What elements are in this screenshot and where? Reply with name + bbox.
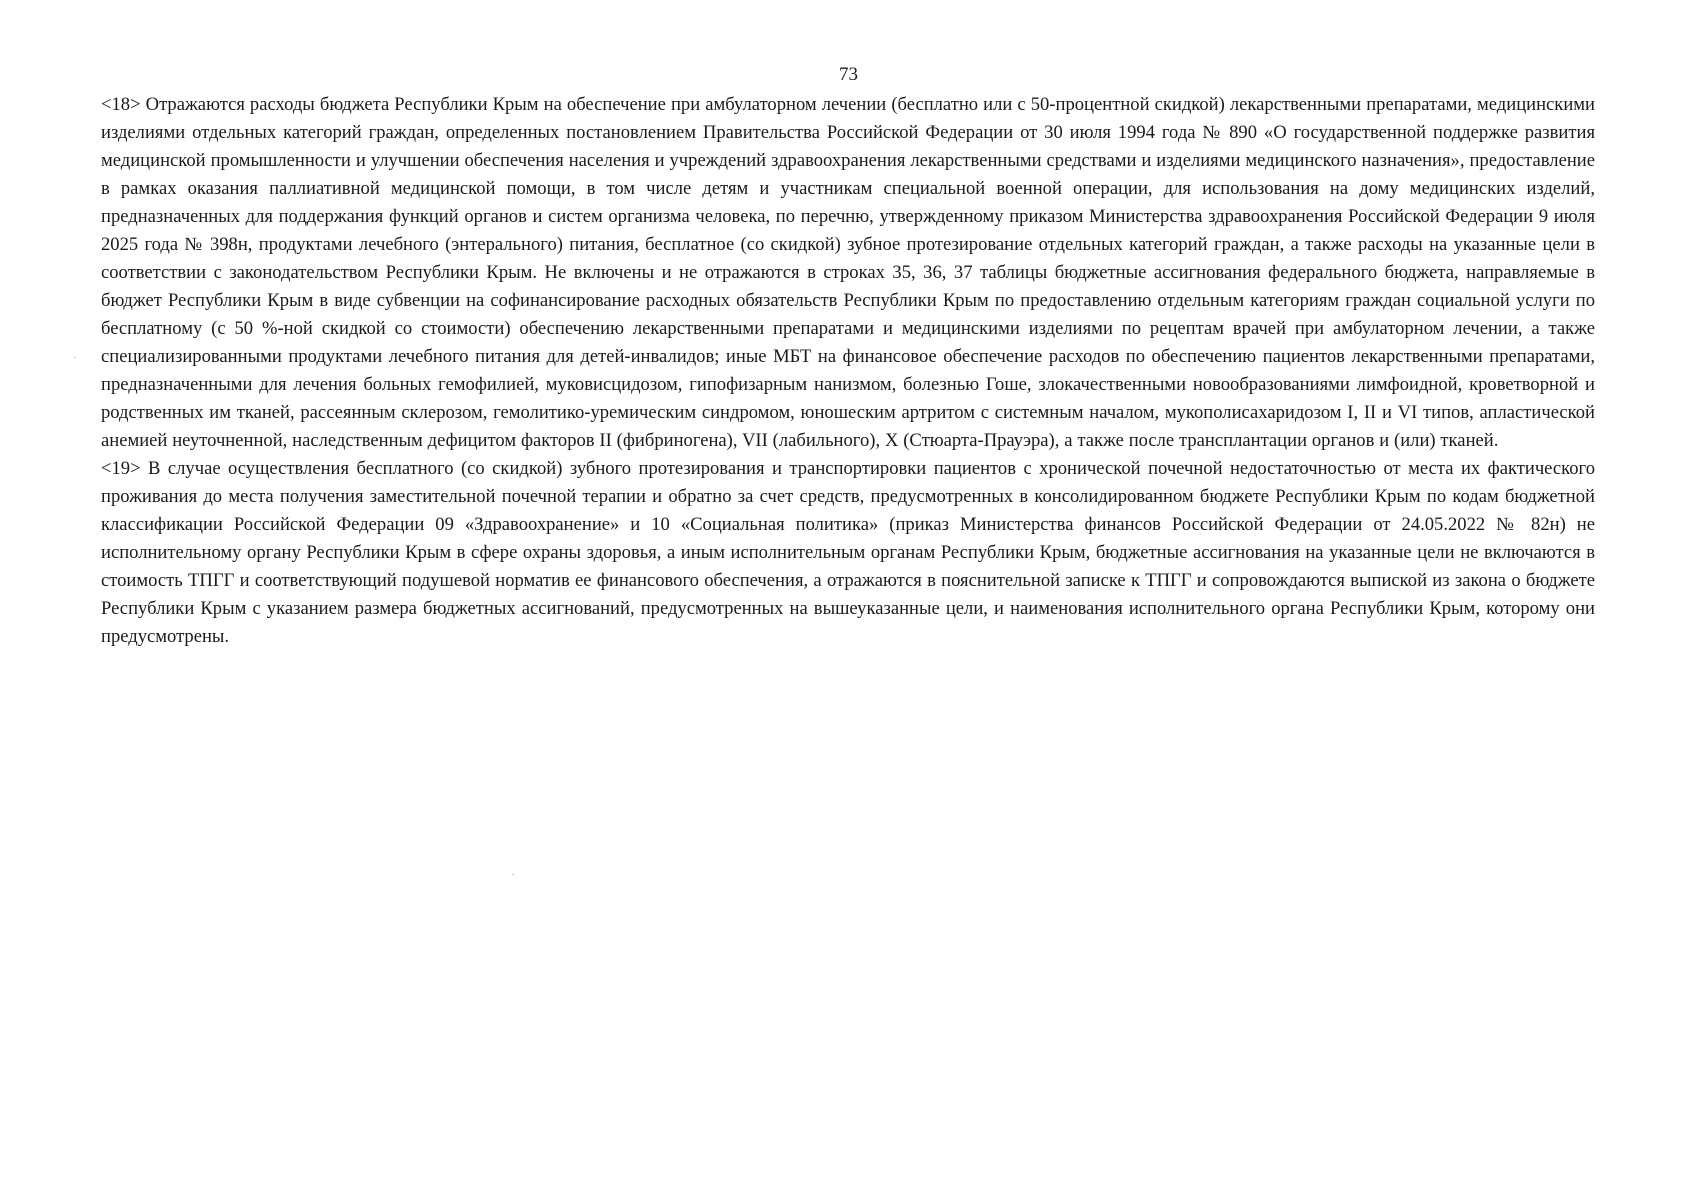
footnotes-block <box>101 91 1595 651</box>
scan-artifact-dot <box>74 357 76 358</box>
footnote-18: <18> Отражаются расходы бюджета Республики Крым на обеспечение при амбулаторном лечении (бесплатно или с 50-процентной скидкой) лекарственными препаратами, медицинскими изделиями отдельных категорий граждан, определенных постановлением Правительства Российской Федерации от 30 июля 1994 года № 890 «О государственной поддержке развития медицинской промышленности и улучшении обеспечения населения и учреждений здравоохранения лекарственными средствами и изделиями медицинского назначения», предоставление в рамках оказания паллиативной медицинской помощи, в том числе детям и участникам специальной военной операции, для использования на дому медицинских изделий, предназначенных для поддержания функций органов и систем организма человека, по перечню, утвержденному приказом Министерства здравоохранения Российской Федерации 9 июля 2025 года № 398н, продуктами лечебного (энтерального) питания, бесплатное (со скидкой) зубное протезирование отдельных категорий граждан, а также расходы на указанные цели в соответствии с законодательством Республики Крым. Не включены и не отражаются в строках 35, 36, 37 таблицы бюджетные ассигнования федерального бюджета, направляемые в бюджет Республики Крым в виде субвенции на софинансирование расходных обязательств Республики Крым по предоставлению отдельным категориям граждан социальной услуги по бесплатному (с 50 %-ной скидкой со стоимости) обеспечению лекарственными препаратами и медицинскими изделиями по рецептам врачей при амбулаторном лечении, а также специализированными продуктами лечебного питания для детей-инвалидов; иные МБТ на финансовое обеспечение расходов по обеспечению пациентов лекарственными препаратами, предназначенными для лечения больных гемофилией, муковисцидозом, гипофизарным нанизмом, болезнью Гоше, злокачественными новообразованиями лимфоидной, кроветворной и родственных им тканей, рассеянным склерозом, гемолитико-уремическим синдромом, юношеским артритом с системным началом, мукополисахаридозом I, II и VI типов, апластической анемией неуточненной, наследственным дефицитом факторов II (фибриногена), VII (лабильного), X (Стюарта-Прауэра), а также после трансплантации органов и (или) тканей. <box>101 94 1595 451</box>
scan-artifact-dot <box>512 874 514 875</box>
page-number: 73 <box>839 64 858 85</box>
footnote-19: <19> В случае осуществления бесплатного (со скидкой) зубного протезирования и транспортировки пациентов с хронической почечной недостаточностью от места их фактического проживания до места получения заместительной почечной терапии и обратно за счет средств, предусмотренных в консолидированном бюджете Республики Крым по кодам бюджетной классификации Российской Федерации 09 «Здравоохранение» и 10 «Социальная политика» (приказ Министерства финансов Российской Федерации от 24.05.2022 № 82н) не исполнительному органу Республики Крым в сфере охраны здоровья, а иным исполнительным органам Республики Крым, бюджетные ассигнования на указанные цели не включаются в стоимость ТПГГ и соответствующий подушевой норматив ее финансового обеспечения, а отражаются в пояснительной записке к ТПГГ и сопровождаются выпиской из закона о бюджете Республики Крым с указанием размера бюджетных ассигнований, предусмотренных на вышеуказанные цели, и наименования исполнительного органа Республики Крым, которому они предусмотрены. <box>101 458 1595 647</box>
